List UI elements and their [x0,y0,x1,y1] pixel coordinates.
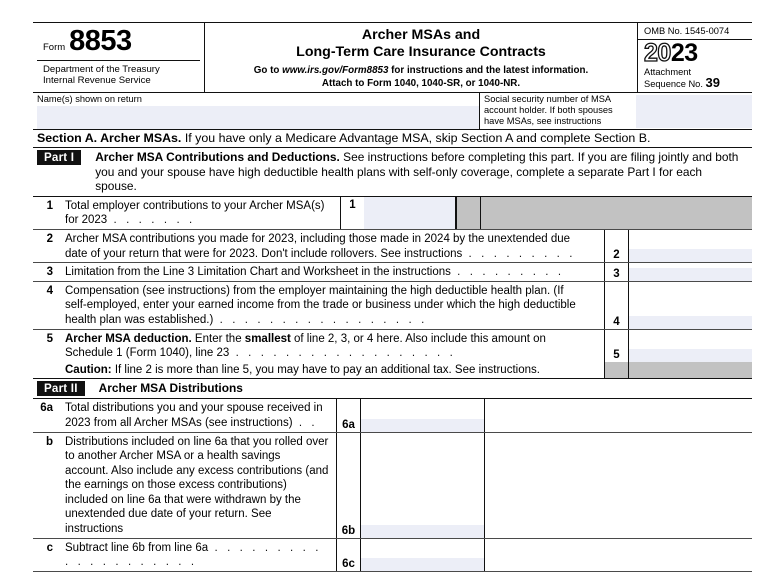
line-6b-number: b [45,435,53,448]
line-4-description-3-text: health plan was established.) [65,313,214,326]
line-6c-row [33,539,752,572]
line-2-description-2-text: date of your return that were for 2023. Don't include rollovers. See instructions [65,247,463,260]
sequence-number: 39 [705,74,720,90]
line-6a-number: 6a [40,402,53,415]
line-5-box-label: 5 [604,330,628,362]
line-3-row [33,263,752,282]
line-6b-text [59,433,336,538]
line-6b-amount-extension[interactable] [484,433,752,538]
year-block [638,40,752,92]
part-2-title-text: Archer MSA Distributions [98,381,243,396]
form-title-line-1: Archer MSAs and [361,27,481,43]
header-left [33,23,205,92]
line-3-text [59,263,604,281]
line-4-amount-wrap [629,282,752,329]
section-a-heading [33,130,752,148]
form-label: Form [43,42,66,53]
line-5-description-2-text: Schedule 1 (Form 1040), line 23 [65,347,230,360]
line-5-amount-wrap [629,330,752,362]
line-2-amount-wrap [629,230,752,262]
line-4-amount-input[interactable] [629,316,752,329]
ssn-caption-line-3: have MSAs, see instructions [484,116,602,127]
line-2-description-1: Archer MSA contributions you made for 2023, including those made in 2024 by the unextended due [65,232,571,245]
line-6c-text [59,539,336,571]
section-a-rest: If you have only a Medicare Advantage MSA, skip Section A and complete Section B. [181,131,651,145]
line-5-description-1 [65,332,600,347]
line-6a-amount-extension[interactable] [484,399,752,431]
name-input[interactable] [37,106,479,129]
caution-text [33,362,604,379]
part-2-title [85,379,752,398]
dept-line-2: Internal Revenue Service [43,75,151,87]
line-5-amount-input[interactable] [629,349,752,362]
line-6c-description: Subtract line 6b from line 6a [65,541,209,554]
ssn-caption-line-1: Social security number of MSA [484,94,612,104]
attach-to-line: Attach to Form 1040, 1040-SR, or 1040-NR. [321,78,521,89]
line-6a-row [33,399,752,432]
caution-description: If line 2 is more than line 5, you may have to pay an additional tax. See instructions. [111,363,540,376]
line-3-description: Limitation from the Line 3 Limitation Chart and Worksheet in the instructions [65,266,451,279]
ssn-input[interactable] [636,95,752,128]
ssn-caption [484,94,634,129]
line-1-description: Total employer contributions to your Archer MSA(s) for 2023 [65,199,325,227]
line-4-text [59,282,604,329]
line-6b-description-1: Distributions included on line 6a that you rolled over to another Archer MSA or a health savings [65,435,329,463]
line-6a-text [59,399,336,431]
part-1-header [33,148,752,197]
line-6c-amount-wrap [361,539,484,571]
line-2-amount-input[interactable] [629,249,752,262]
part-1-tab: Part I [37,150,81,165]
line-5-row [33,330,752,362]
line-1-box-label: 1 [340,197,364,229]
line-6b-box-label: 6b [336,433,360,538]
line-3-amount-wrap [629,263,752,281]
line-3-amount-input[interactable] [629,268,752,281]
dept-line-1: Department of the Treasury [43,64,160,75]
line-5-text-a: Enter the [191,332,245,345]
line-2-number: 2 [46,232,53,245]
tax-year-suffix: 23 [670,39,698,67]
line-1-leader: . . . . . . . [107,214,196,227]
part-2-tab: Part II [37,381,85,396]
form-title-line-2: Long-Term Care Insurance Contracts [296,43,546,60]
line-6c-number: c [46,541,53,554]
line-4-number: 4 [46,284,53,297]
line-3-leader: . . . . . . . . . [450,266,565,279]
line-4-description-3 [65,313,600,328]
goto-suffix: for instructions and the latest information. [388,65,589,76]
line-6a-amount-cell [360,399,484,431]
tax-year [644,40,748,67]
line-4-description-1: Compensation (see instructions) from the employer maintaining the high deductible health plan. (If [65,284,564,297]
department-block [37,60,200,88]
line-6a-amount-input[interactable] [361,419,484,432]
line-5-smallest-bold: smallest [244,332,291,345]
form-8853 [33,22,752,572]
line-4-amount-cell [628,282,752,329]
form-number: 8853 [69,25,132,57]
line-6b-amount-input[interactable] [361,525,484,538]
form-number-block [37,26,200,57]
line-1-text [59,197,340,229]
line-6c-amount-cell [360,539,484,571]
line-6b-amount-wrap [361,433,484,538]
caution-gray-amount [628,362,752,379]
line-6c-amount-extension[interactable] [484,539,752,571]
attachment-label: Attachment [644,67,692,77]
line-5-number: 5 [46,332,53,345]
form-header [33,23,752,93]
line-2-text [59,230,604,262]
line-6c-amount-input[interactable] [361,558,484,571]
ssn-cell [480,93,752,129]
caution-gray-block [604,362,628,379]
section-a-bold: Section A. Archer MSAs. [37,131,182,145]
line-4-box-label: 4 [604,282,628,329]
line-1-gray-wide [480,197,752,229]
part-2-header [33,379,752,399]
line-5-label-bold: Archer MSA deduction. [65,332,192,345]
line-6b-description-3: included on line 6a that were withdrawn by the unextended due date of your return. See instructions [65,493,301,536]
irs-url-link[interactable]: www.irs.gov/Form8853 [282,65,389,76]
line-3-amount-cell [628,263,752,281]
header-right [637,23,752,92]
caution-label: Caution: [65,363,112,376]
line-4-description-2: self-employed, enter your earned income from the trade or business under which the high deductible [65,299,576,312]
sequence-label: Sequence No. [644,78,706,89]
line-1-amount-input[interactable] [364,197,456,229]
ssn-caption-line-2: account holder. If both spouses [484,105,613,116]
goto-prefix: Go to [253,65,283,76]
line-1-number: 1 [46,199,53,212]
line-2-amount-cell [628,230,752,262]
taxpayer-identification-row [33,93,752,130]
tax-year-prefix: 20 [644,39,671,67]
line-2-box-label: 2 [604,230,628,262]
line-2-row [33,230,752,263]
line-6b-description-2: account. Also include any excess contributions (and the earnings on those excess contributions) [65,464,329,492]
line-6a-leader: . . [292,416,318,429]
line-2-description-2 [65,247,600,262]
line-4-row [33,282,752,330]
line-5-leader: . . . . . . . . . . . . . . . . . . [229,347,456,360]
line-1-gray-block [456,197,480,229]
name-caption: Name(s) shown on return [37,94,142,104]
name-cell [33,93,480,129]
goto-instructions [211,64,631,77]
omb-number: OMB No. 1545-0074 [638,23,752,40]
line-5-amount-cell [628,330,752,362]
part-1-title-bold: Archer MSA Contributions and Deductions. [95,150,340,164]
header-center [205,23,637,92]
line-2-leader: . . . . . . . . . [462,247,576,260]
line-6b-row [33,433,752,539]
line-5-text [59,330,604,362]
part-1-title-rest: See instructions before completing this part. If you are filing jointly and both you and your spouse have high deductible health plans with self-only coverage, complete a separate Part I for each spouse. [95,150,739,194]
line-6c-box-label: 6c [336,539,360,571]
line-6a-box-label: 6a [336,399,360,431]
line-6a-amount-wrap [361,399,484,431]
line-4-leader: . . . . . . . . . . . . . . . . . [213,313,428,326]
line-5-text-b: of line 2, 3, or 4 here. Also include this amount on [290,332,546,345]
part-1-title [81,148,752,196]
line-1-row [33,197,752,230]
sequence-line [644,74,748,90]
line-5-description-2 [65,346,600,361]
line-6c-leader: . . . . . . . . . . . . . . . . . . . . [65,541,322,569]
line-6b-amount-cell [360,433,484,538]
line-3-number: 3 [46,266,53,279]
caution-row [33,362,752,380]
line-6a-description: Total distributions you and your spouse received in 2023 from all Archer MSAs (see instructions) [65,402,323,429]
line-3-box-label: 3 [604,263,628,281]
